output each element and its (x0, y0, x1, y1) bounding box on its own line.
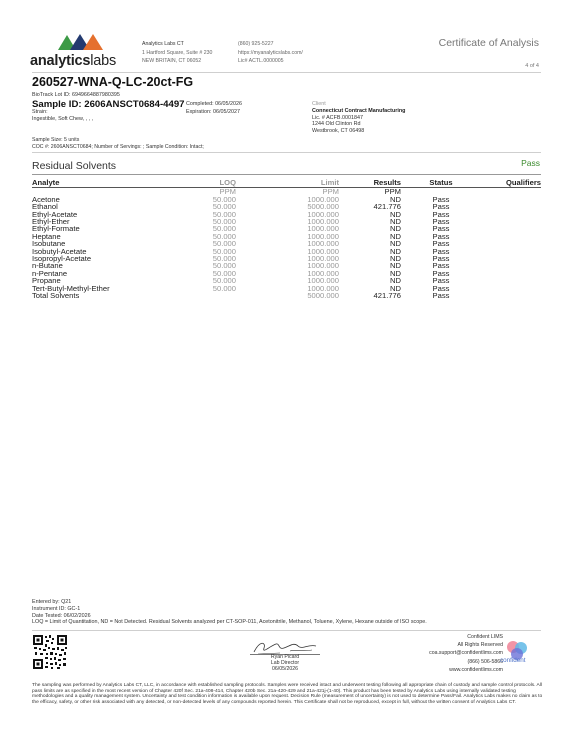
cell-limit: 1000.000 (307, 231, 339, 241)
signer-block (240, 654, 330, 672)
client-address-1: 1244 Old Clinton Rd (312, 121, 361, 128)
lab-phone: (860) 925-5227 (238, 41, 274, 47)
cell-status: Pass (432, 194, 450, 204)
completed-date: Completed: 06/05/2026 (186, 101, 243, 107)
cell-status: Pass (432, 254, 450, 264)
lims-block (429, 633, 503, 674)
table-row (32, 218, 541, 225)
cell-limit: 1000.000 (307, 276, 339, 286)
table-row (32, 270, 541, 277)
cell-loq: 50.000 (212, 209, 236, 219)
entered-by: Entered by: Q21 (32, 599, 72, 605)
cell-qualifier (481, 196, 541, 203)
disclaimer: The sampling was performed by Analytics Labs CT, LLC, in accordance with established sampling protocols. Samples were received intact and underwent testing following all appropriate chain of custody and sample control protocols. All pass limits are as specified in the most recent version of Chapter 420f Sec. 21a-408-414, Chapter 420b Sec. 21a-420-429 and 21a-421j-(1-40). This product has been tested by Analytics Labs using internally validated testing methodologies and a quality management system. Uncertainty and test condition information is available upon request. Decision Rule (measurement of uncertainty) is not used to determine Pass/Fail. Analytics Labs makes no claim as to the efficacy, safety, or other risk associated with any detected, or non-detected levels of any compounds reported herein. This Certificate shall not be reproduced, except in full, without the written consent of Analytics Labs CT. (32, 683, 543, 705)
coc-info: COC #: 2606ANSCT0684; Number of Servings: ; Sample Condition: Intact; (32, 144, 204, 150)
cell-status: Pass (432, 202, 450, 212)
unit-limit: PPM (322, 187, 339, 197)
table-header-row (32, 177, 541, 188)
cell-limit: 1000.000 (307, 261, 339, 271)
lab-url[interactable]: https://myanalyticslabs.com/ (238, 49, 303, 56)
page-number: 4 of 4 (525, 63, 539, 69)
cell-loq: 50.000 (212, 283, 236, 293)
cell-result: ND (390, 217, 401, 227)
lims-url[interactable]: www.confidentlims.com (449, 666, 503, 673)
cell-result: ND (390, 194, 401, 204)
cell-loq: 50.000 (212, 246, 236, 256)
cell-result: ND (390, 283, 401, 293)
cell-loq (138, 292, 236, 299)
signer-title: Lab Director (270, 660, 300, 666)
instrument-id: Instrument ID: GC-1 (32, 605, 81, 612)
col-qualifiers: Qualifiers (481, 177, 541, 188)
results-table (32, 177, 541, 300)
cell-result: ND (390, 276, 401, 286)
analytics-labs-logo (30, 33, 135, 71)
cell-analyte: Tert-Butyl-Methyl-Ether (32, 283, 110, 293)
cell-qualifier (481, 270, 541, 277)
cell-status: Pass (432, 276, 450, 286)
strain-label: Strain: (32, 109, 48, 115)
col-results: Results (339, 177, 401, 188)
cell-analyte: Isopropyl-Acetate (32, 254, 92, 264)
section-divider (32, 174, 541, 175)
cell-qualifier (481, 218, 541, 225)
biotrack-lot: BioTrack Lot ID: 6949664887980395 (32, 92, 120, 98)
sample-size-block (32, 137, 204, 151)
col-analyte: Analyte (32, 177, 138, 188)
cell-qualifier (481, 240, 541, 247)
lims-phone: (866) 506-5866 (467, 658, 503, 665)
cell-qualifier (481, 277, 541, 284)
cell-limit: 1000.000 (307, 224, 339, 234)
header-divider (32, 72, 541, 73)
cell-limit: 1000.000 (307, 283, 339, 293)
cell-result: ND (390, 246, 401, 256)
batch-name: 260527-WNA-Q-LC-20ct-FG (32, 75, 194, 89)
cell-result: ND (390, 209, 401, 219)
cell-loq: 50.000 (212, 217, 236, 227)
table-row (32, 255, 541, 262)
cell-status: Pass (432, 239, 450, 249)
cell-analyte: Isobutyl-Acetate (32, 246, 87, 256)
cell-loq: 50.000 (212, 202, 236, 212)
client-label: Client (312, 101, 326, 107)
qr-code-icon[interactable] (32, 634, 68, 670)
client-name: Connecticut Contract Manufacturing (312, 107, 406, 114)
cell-loq: 50.000 (212, 239, 236, 249)
cell-limit: 5000.000 (307, 291, 339, 301)
cell-qualifier (481, 233, 541, 240)
footer-divider (32, 630, 541, 631)
cell-status: Pass (432, 217, 450, 227)
cell-status: Pass (432, 224, 450, 234)
section-title: Residual Solvents (32, 160, 117, 172)
cell-loq: 50.000 (212, 231, 236, 241)
cell-analyte: Ethyl-Acetate (32, 209, 78, 219)
confident-wordmark: confident (500, 657, 526, 664)
cell-status: Pass (432, 246, 450, 256)
lab-license: Lic# ACTL.0000005 (238, 58, 284, 64)
dates-block (186, 101, 242, 116)
lab-info (142, 40, 212, 66)
cell-qualifier (481, 203, 541, 210)
cell-qualifier (481, 285, 541, 292)
cell-status: Pass (432, 231, 450, 241)
cell-limit: 1000.000 (307, 209, 339, 219)
sample-divider (32, 152, 541, 153)
cell-limit: 1000.000 (307, 268, 339, 278)
cell-loq: 50.000 (212, 261, 236, 271)
table-row (32, 225, 541, 232)
cell-analyte: Ethyl-Ether (32, 217, 70, 227)
units-row (32, 188, 541, 196)
cell-analyte: n-Pentane (32, 268, 68, 278)
cell-analyte: Acetone (32, 194, 60, 204)
cell-loq: 50.000 (212, 194, 236, 204)
table-row (32, 211, 541, 218)
cell-analyte: Ethyl-Formate (32, 224, 80, 234)
table-row (32, 285, 541, 292)
table-row (32, 196, 541, 203)
cell-limit: 1000.000 (307, 246, 339, 256)
cell-result: ND (390, 268, 401, 278)
logo-wordmark: analyticslabs (30, 53, 117, 69)
lab-address-1: 1 Hartford Square, Suite # 230 (142, 49, 213, 56)
cell-analyte: n-Butane (32, 261, 63, 271)
section-status: Pass (521, 158, 540, 168)
cell-status: Pass (432, 283, 450, 293)
cell-loq: 50.000 (212, 268, 236, 278)
client-block (312, 101, 405, 135)
cell-qualifier (481, 292, 541, 299)
cell-qualifier (481, 262, 541, 269)
cell-analyte: Propane (32, 276, 61, 286)
cell-analyte: Ethanol (32, 202, 58, 212)
unit-loq: PPM (219, 187, 236, 197)
cell-result: ND (390, 261, 401, 271)
lims-name: Confident LIMS (467, 634, 503, 640)
col-limit: Limit (236, 177, 339, 188)
table-row (32, 203, 541, 210)
col-loq: LOQ (138, 177, 236, 188)
sample-id: Sample ID: 2606ANSCT0684-4497 (32, 99, 185, 110)
client-address-2: Westbrook, CT 06498 (312, 128, 365, 135)
cell-result: 421.776 (373, 291, 401, 301)
mountain-logo-icon (58, 33, 108, 51)
table-row (32, 262, 541, 269)
signer-name: Ryan Picard (270, 654, 300, 660)
cell-result: ND (390, 231, 401, 241)
lims-rights: All Rights Reserved (457, 642, 503, 649)
unit-results: PPM (384, 187, 401, 197)
lab-contact (238, 40, 303, 66)
cell-limit: 1000.000 (307, 194, 339, 204)
table-row (32, 233, 541, 240)
lab-name: Analytics Labs CT (142, 41, 184, 47)
cell-limit: 5000.000 (307, 202, 339, 212)
cell-limit: 1000.000 (307, 239, 339, 249)
footer-info (32, 599, 427, 626)
matrix: Ingestible, Soft Chew, , , , (32, 116, 94, 122)
cell-analyte: Isobutane (32, 239, 66, 249)
cell-qualifier (481, 211, 541, 218)
cell-status: Pass (432, 291, 450, 301)
cell-qualifier (481, 255, 541, 262)
cell-limit: 1000.000 (307, 217, 339, 227)
date-tested: Date Tested: 06/02/2026 (32, 612, 91, 619)
document-title: Certificate of Analysis (438, 37, 539, 49)
cell-result: ND (390, 239, 401, 249)
signer-date: 06/05/2026 (272, 666, 298, 672)
cell-limit: 1000.000 (307, 254, 339, 264)
col-status: Status (401, 177, 481, 188)
table-row (32, 240, 541, 247)
table-row (32, 248, 541, 255)
table-row (32, 292, 541, 299)
cell-qualifier (481, 248, 541, 255)
cell-result: ND (390, 254, 401, 264)
strain-block (32, 109, 93, 123)
cell-status: Pass (432, 268, 450, 278)
lims-email[interactable]: coa.support@confidentlims.com (429, 650, 503, 657)
expiration-date: Expiration: 06/05/2027 (186, 108, 240, 115)
cell-loq: 50.000 (212, 276, 236, 286)
cell-analyte: Total Solvents (32, 291, 80, 301)
cell-status: Pass (432, 209, 450, 219)
loq-note: LOQ = Limit of Quantitation, ND = Not Detected. Residual Solvents analyzed per CT-SOP-011, Acetonitrile, Methanol, Toluene, Xylene, Hexane outside of ISO scope. (32, 619, 427, 626)
cell-analyte: Heptane (32, 231, 61, 241)
cell-result: ND (390, 224, 401, 234)
cell-result: 421.776 (373, 202, 401, 212)
client-license: Lic. # ACFB.0001847 (312, 114, 363, 121)
cell-loq: 50.000 (212, 254, 236, 264)
lab-address-2: NEW BRITAIN, CT 06052 (142, 58, 202, 64)
sample-size: Sample Size: 5 units (32, 137, 80, 143)
cell-loq: 50.000 (212, 224, 236, 234)
cell-qualifier (481, 225, 541, 232)
cell-status: Pass (432, 261, 450, 271)
